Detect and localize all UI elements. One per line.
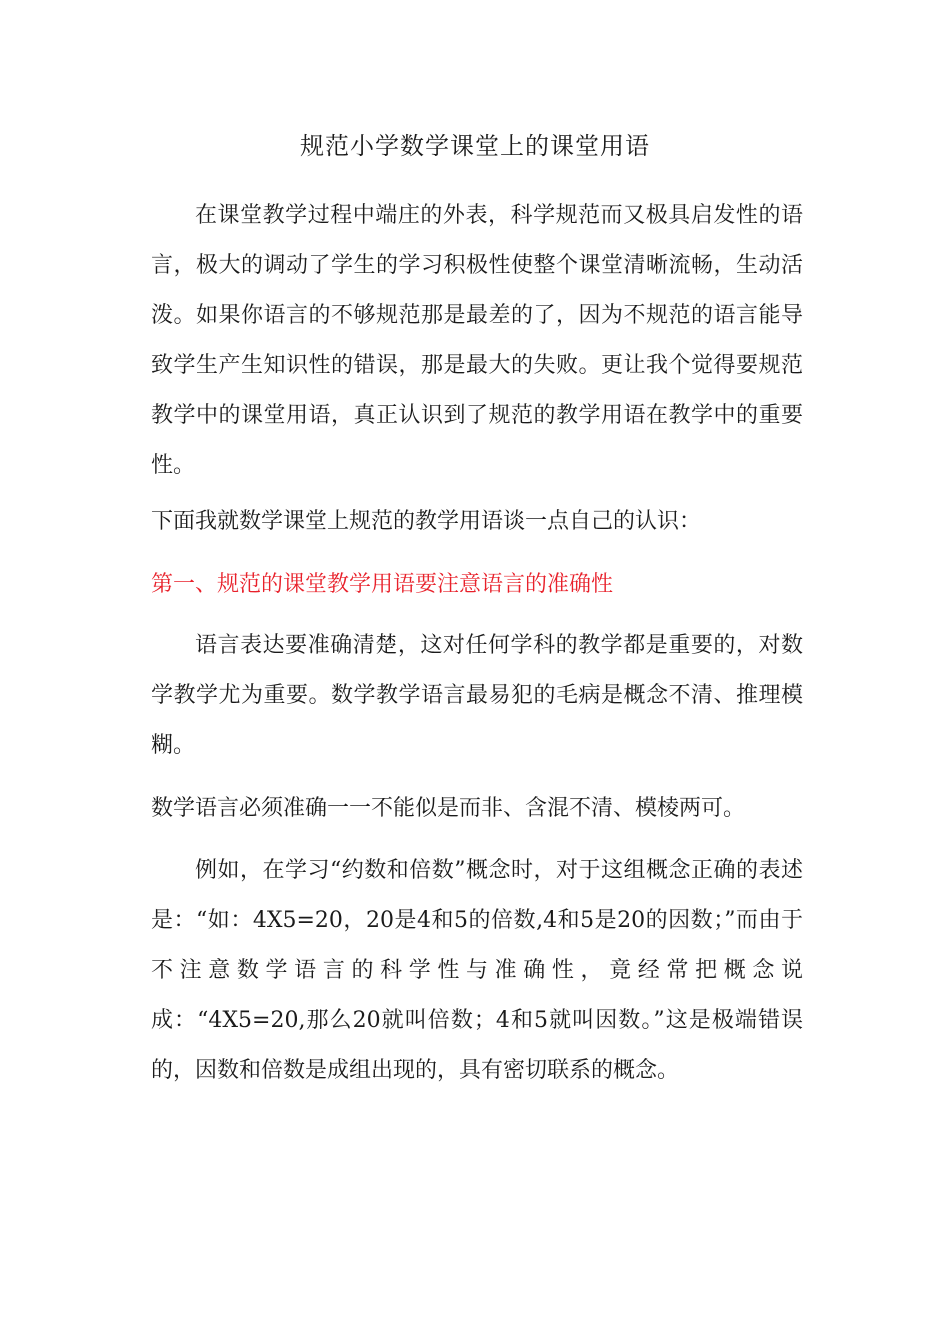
paragraph-example: 例如，在学习“约数和倍数”概念时，对于这组概念正确的表述是：“如：4X5=20，20是4和5的倍数,4和5是20的因数；”而由于不注意数学语言的科学性与准确性，竟经常把概念说成：“4X5=20,那么20就叫倍数；4和5就叫因数。”这是极端错误的，因数和倍数是成组出现的，具有密切联系的概念。 [151,858,803,1083]
paragraph-accuracy: 语言表达要准确清楚，这对任何学科的教学都是重要的，对数学教学尤为重要。数学教学语言最易犯的毛病是概念不清、推理模糊。 [151,633,803,758]
paragraph-precision: 数学语言必须准确一一不能似是而非、含混不清、模棱两可。 [151,796,746,821]
paragraph-intro: 在课堂教学过程中端庄的外表，科学规范而又极具启发性的语言，极大的调动了学生的学习积极性使整个课堂清晰流畅，生动活泼。如果你语言的不够规范那是最差的了，因为不规范的语言能导致学生产生知识性的错误，那是最大的失败。更让我个觉得要规范教学中的课堂用语，真正认识到了规范的教学用语在教学中的重要性。 [151,203,803,478]
document-title: 规范小学数学课堂上的课堂用语 [300,132,650,160]
paragraph-lead-in: 下面我就数学课堂上规范的教学用语谈一点自己的认识： [151,509,702,534]
section-heading-accuracy: 第一、规范的课堂教学用语要注意语言的准确性 [151,572,614,597]
